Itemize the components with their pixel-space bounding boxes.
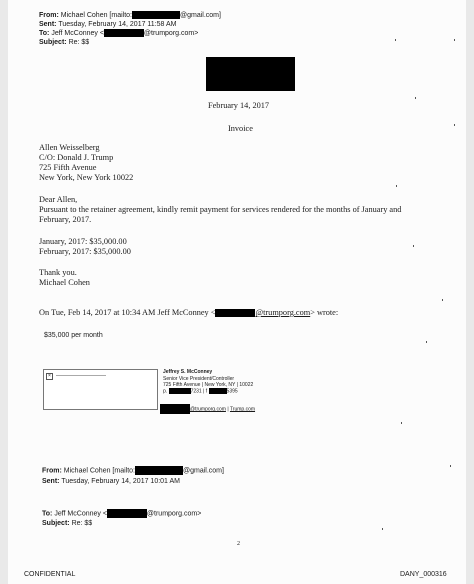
from-label: From: [39, 12, 59, 19]
subject-value: Re: $$ [68, 39, 90, 46]
footer-confidential: CONFIDENTIAL [24, 571, 76, 578]
header1-subject-line [39, 38, 89, 47]
header1-from-line [39, 11, 221, 20]
reply-intro-end: > wrote: [310, 308, 339, 317]
from-label: From: [42, 467, 62, 475]
sent-value: Tuesday, February 14, 2017 11:58 AM [58, 21, 177, 28]
header2-to-line [42, 509, 201, 518]
broken-image-frame [43, 369, 158, 410]
sent-label: Sent: [39, 21, 57, 28]
header1-sent-line [39, 20, 177, 29]
sig-website-link[interactable]: Trump.com [229, 406, 256, 413]
header1-to-line [39, 29, 198, 38]
redaction-box [104, 29, 144, 37]
to-domain: @trumporg.com> [143, 30, 199, 37]
phone-mid: 7231 | f [190, 388, 208, 395]
letter-title: Invoice [228, 124, 253, 133]
placeholder-line [56, 375, 106, 376]
salutation: Dear Allen, [39, 195, 78, 204]
scan-speck [442, 299, 443, 301]
redaction-box [107, 509, 147, 518]
page-number: 2 [237, 541, 240, 547]
address-line: 725 Fifth Avenue [39, 163, 97, 172]
signature-name: Michael Cohen [39, 278, 90, 287]
recipient-address [39, 143, 133, 183]
closing: Thank you. [39, 268, 77, 277]
address-line: Allen Weisselberg [39, 143, 100, 152]
redaction-box [135, 466, 183, 475]
email-link[interactable]: @trumporg.com [255, 308, 311, 317]
sent-value: Tuesday, February 14, 2017 10:01 AM [61, 478, 181, 485]
subject-label: Subject: [42, 520, 70, 527]
redaction-box [215, 309, 255, 317]
to-label: To: [39, 30, 50, 37]
body-line: February, 2017. [39, 215, 92, 224]
scan-speck [426, 341, 427, 343]
address-line: New York, New York 10022 [39, 173, 134, 182]
document-page [8, 0, 466, 584]
header2-from-line [42, 466, 224, 475]
from-domain: @gmail.com] [183, 467, 224, 475]
subject-value: Re: $$ [71, 520, 93, 527]
address-line: C/O: Donald J. Trump [39, 153, 114, 162]
scan-speck [401, 422, 402, 424]
body-line: Pursuant to the retainer agreement, kindly remit payment for services rendered for the months of January and [39, 205, 402, 214]
sent-label: Sent: [42, 478, 60, 485]
footer-bates-number: DANY_000316 [400, 571, 447, 578]
scan-speck [396, 185, 397, 187]
from-domain: @gmail.com] [180, 12, 221, 19]
subject-label: Subject: [39, 39, 67, 46]
redaction-box [169, 388, 191, 394]
header2-subject-line [42, 519, 92, 528]
phone-end: 5395 [226, 388, 238, 395]
sig-address: 725 Fifth Avenue | New York, NY | 10022 [163, 382, 254, 388]
scan-speck [415, 97, 416, 99]
to-name: Jeff McConney < [54, 510, 107, 518]
reply-body: $35,000 per month [44, 332, 103, 339]
from-name: Michael Cohen [mailto: [60, 12, 132, 19]
redaction-box [132, 11, 180, 19]
to-label: To: [42, 510, 53, 518]
payment-line-february: February, 2017: $35,000.00 [39, 247, 131, 256]
scan-speck [382, 528, 383, 530]
phone-prefix: p. [163, 388, 168, 395]
letter-date: February 14, 2017 [208, 101, 270, 110]
sig-name: Jeffrey S. McConney [163, 369, 213, 375]
sig-email-line [160, 404, 255, 414]
from-name: Michael Cohen [mailto: [63, 467, 135, 475]
sig-title: Senior Vice President/Controller [163, 376, 235, 382]
reply-intro-text: On Tue, Feb 14, 2017 at 10:34 AM Jeff McConney < [39, 308, 216, 317]
to-name: Jeff McConney < [51, 30, 104, 37]
letterhead-redaction [206, 57, 295, 91]
broken-image-icon: × [46, 373, 53, 380]
scan-speck [395, 39, 396, 41]
separator: | [227, 406, 229, 413]
sig-email-link[interactable]: @trumporg.com [190, 406, 226, 413]
scan-speck [454, 124, 455, 126]
scan-speck [450, 465, 451, 467]
to-domain: @trumporg.com> [146, 510, 202, 518]
scan-speck [454, 39, 455, 41]
redaction-box [209, 388, 227, 394]
header2-sent-line [42, 477, 180, 486]
reply-intro [39, 308, 338, 318]
scan-speck [413, 245, 414, 247]
redaction-box [160, 404, 190, 414]
payment-line-january: January, 2017: $35,000.00 [39, 237, 127, 246]
sig-phone-line [163, 388, 238, 394]
